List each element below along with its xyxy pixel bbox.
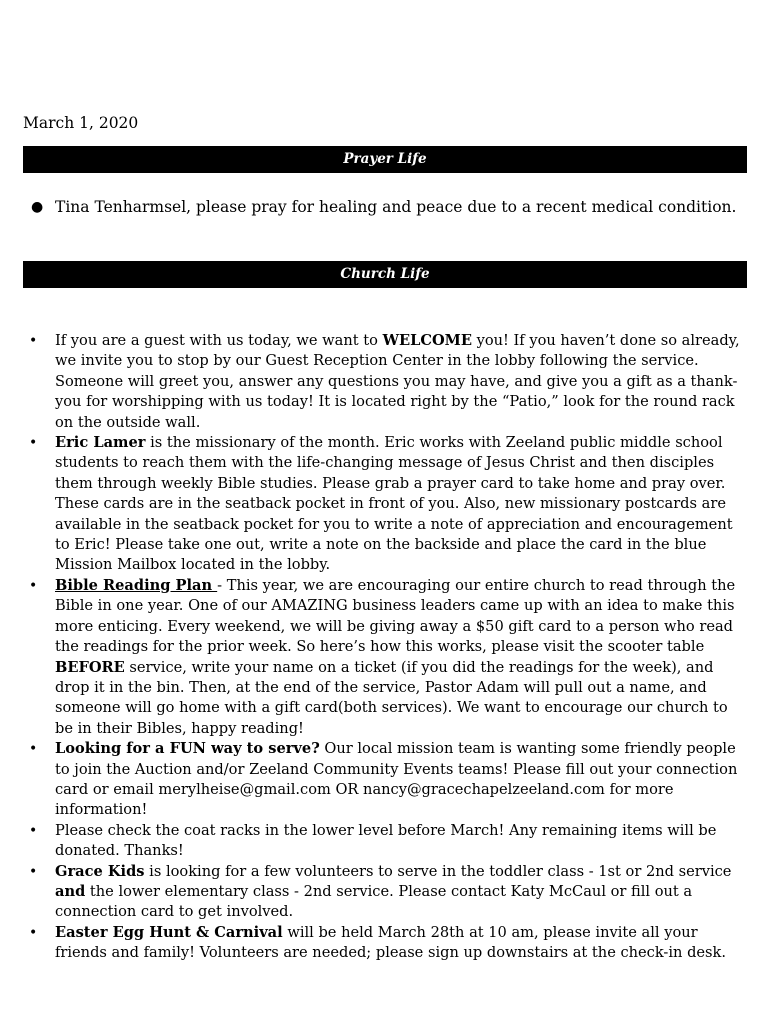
item-text: the lower elementary class - 2nd service. Please contact Katy McCaul or fill out a connection card to get involved. (55, 882, 693, 921)
item-text: service, write your name on a ticket (if you did the readings for the week), and drop it in the bin. Then, at the end of the service, Pastor Adam will pull out a name, and someone will go home with a gift card(both services). We want to encourage our church to be in their Bibles, happy reading! (55, 658, 728, 737)
bullet-icon: ● (31, 199, 44, 215)
item-bold: and (55, 882, 86, 900)
prayer-item-text: Tina Tenharmsel, please pray for healing and peace due to a recent medical condition. (55, 198, 737, 216)
item-bold: Grace Kids (55, 862, 145, 880)
list-item (31, 196, 755, 218)
bullet-icon: • (29, 822, 38, 839)
section-header-church-life: Church Life (23, 261, 747, 288)
item-bold: Looking for a FUN way to serve? (55, 740, 320, 758)
item-bold: Eric Lamer (55, 434, 146, 452)
item-underlined-heading: Bible Reading Plan (55, 576, 218, 594)
item-text: - This year, we are encouraging our entire church to read through the Bible in one year. One of our AMAZING business leaders came up with an idea to make this more enticing. Every weekend, we will be giving away a $50 gift card to a person who read the readings for the prior week. So here’s how this works, please visit the scooter table (55, 576, 736, 656)
item-text: Please check the coat racks in the lower level before March! Any remaining items will be donated. Thanks! (55, 821, 717, 860)
bulletin-date: March 1, 2020 (23, 114, 139, 132)
item-text: Our local mission team is wanting some friendly people to join the Auction and/or Zeeland Community Events teams! Please fill out your connection card or email merylheise@gmail.com OR nancy@gracechapelzeeland.com for more information! (55, 740, 738, 819)
item-bold: BEFORE (55, 658, 125, 676)
bullet-icon: • (29, 435, 38, 452)
item-bold: Easter Egg Hunt & Carnival (55, 923, 283, 941)
item-text: you! If you haven’t done so already, we invite you to stop by our Guest Reception Center in the lobby following the service. Someone will greet you, answer any questions you may have, and give you a gift as a thank-you for worshipping with us today! It is located right by the “Patio,” look for the round rack on the outside wall. (55, 332, 740, 431)
bullet-icon: • (29, 863, 38, 880)
bullet-icon: • (29, 741, 38, 758)
list-item (29, 576, 747, 739)
list-item (29, 923, 747, 964)
item-text: is looking for a few volunteers to serve in the toddler class - 1st or 2nd service (144, 862, 732, 880)
list-item (29, 331, 747, 433)
section-header-prayer-life: Prayer Life (23, 146, 747, 173)
church-list (29, 331, 747, 964)
item-text: will be held March 28th at 10 am, please invite all your friends and family! Volunteers are needed; please sign up downstairs at the check-in desk. (55, 923, 727, 962)
bullet-icon: • (29, 333, 38, 349)
list-item (29, 739, 747, 821)
item-text: is the missionary of the month. Eric works with Zeeland public middle school students to reach them with the life-changing message of Jesus Christ and then disciples them through weekly Bible studies. Please grab a prayer card to take home and pray over. These cards are in the seatback pocket in front of you. Also, new missionary postcards are available in the seatback pocket for you to write a note of appreciation and encouragement to Eric! Please take one out, write a note on the backside and place the card in the blue Mission Mailbox located in the lobby. (55, 434, 733, 574)
list-item (29, 821, 747, 862)
bullet-icon: • (29, 924, 38, 941)
item-text: If you are a guest with us today, we want to (55, 332, 383, 349)
prayer-list (31, 196, 755, 218)
list-item (29, 862, 747, 923)
bullet-icon: • (29, 577, 38, 594)
item-bold: WELCOME (382, 332, 472, 349)
list-item (29, 433, 747, 576)
